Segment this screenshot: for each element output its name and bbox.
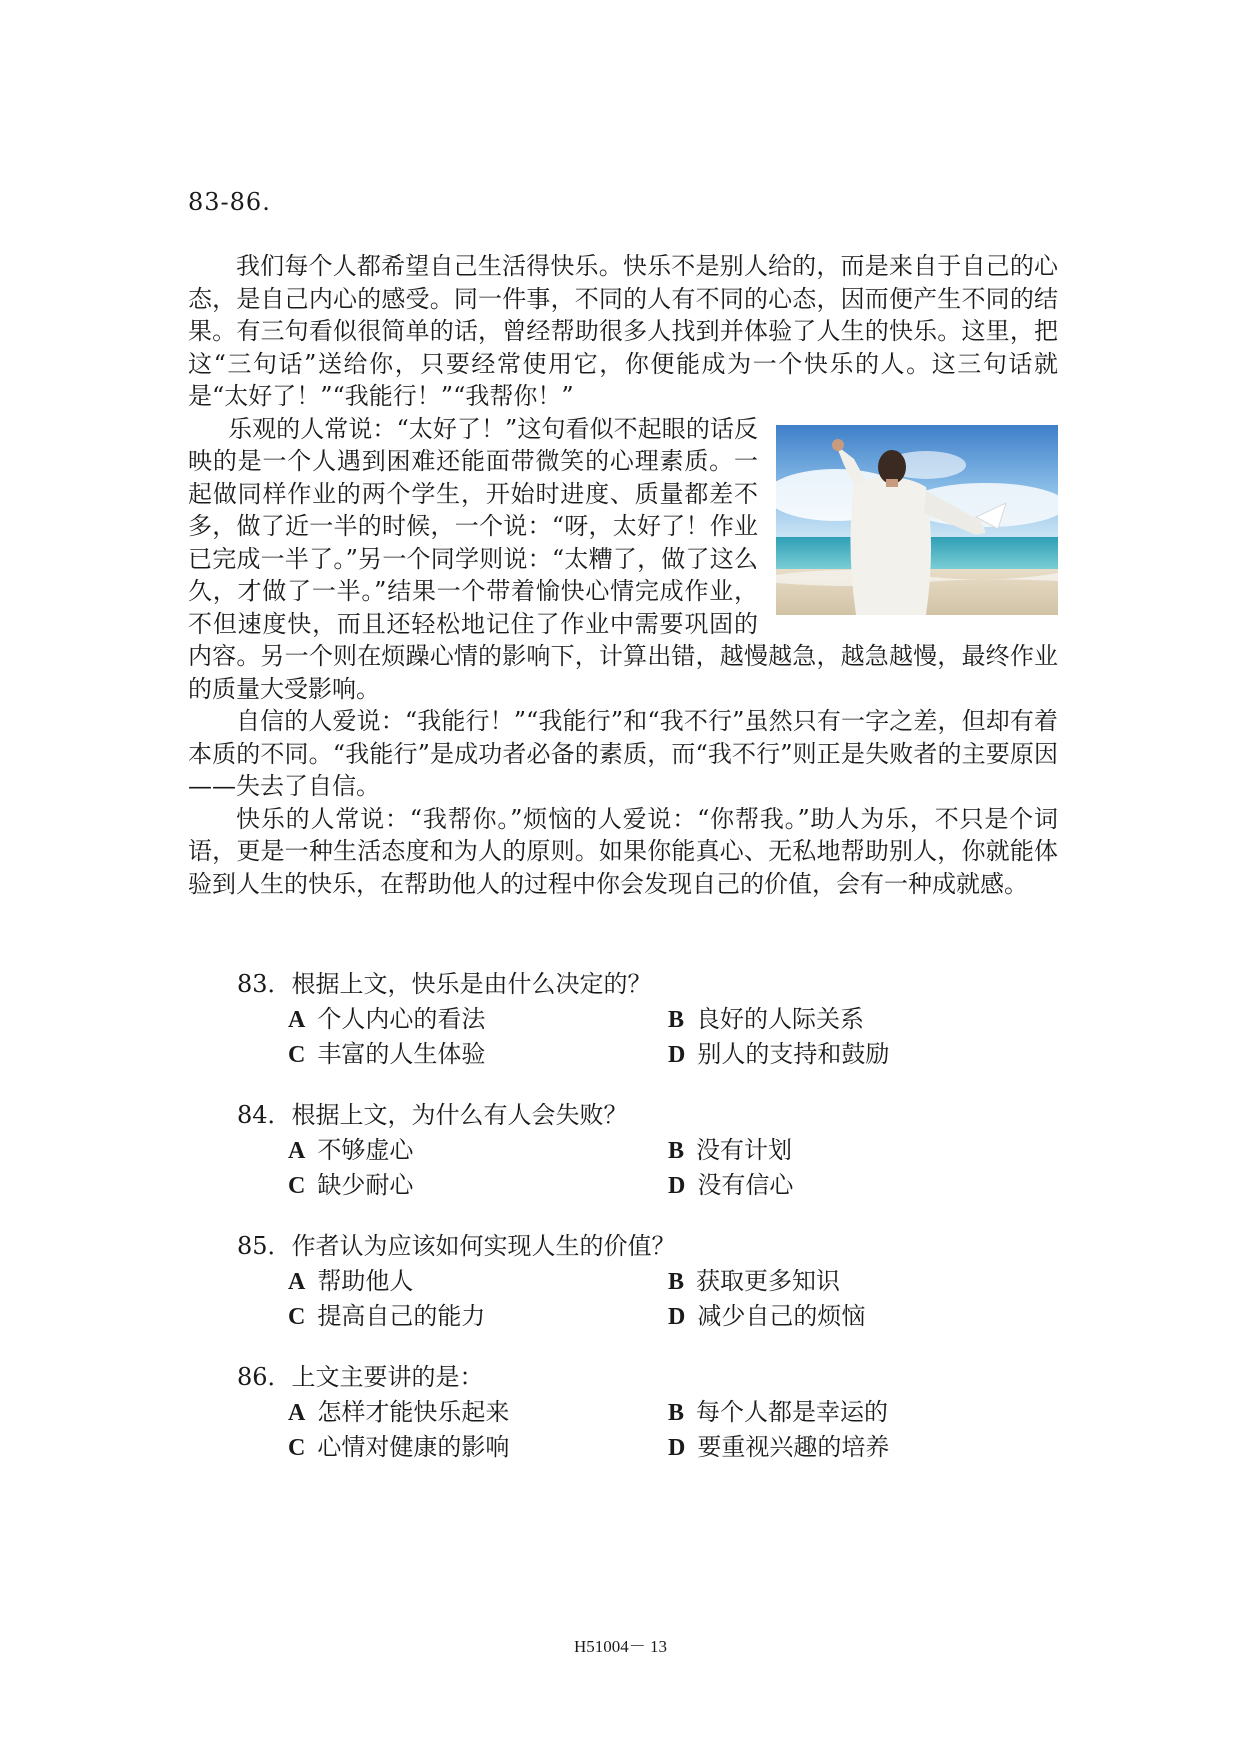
option-text: 提高自己的能力 [317,1302,486,1330]
reading-passage [188,250,1058,900]
option-letter: A [288,1269,306,1295]
option-text: 要重视兴趣的培养 [697,1433,890,1461]
option-c[interactable] [288,1299,668,1334]
option-a[interactable] [288,1133,668,1168]
option-text: 丰富的人生体验 [317,1040,486,1068]
passage-paragraph-4: 快乐的人常说：“我帮你。”烦恼的人爱说：“你帮我。”助人为乐，不只是个词语，更是一种生活态度和为人的原则。如果你能真心、无私地帮助别人，你就能体验到人生的快乐，在帮助他人的过程中你会发现自己的价值，会有一种成就感。 [188,804,1058,898]
section-heading: 83-86. [188,188,271,216]
option-text: 帮助他人 [317,1267,414,1295]
option-a[interactable] [288,1264,668,1299]
option-b[interactable] [668,1264,1048,1299]
option-a[interactable] [288,1395,668,1430]
option-letter: D [668,1042,686,1068]
question-stem: 83．根据上文，快乐是由什么决定的？ [237,970,652,998]
question-list [237,966,997,1490]
option-text: 心情对健康的影响 [317,1433,510,1461]
option-text: 缺少耐心 [317,1171,414,1199]
option-letter: D [668,1304,686,1330]
question-84 [237,1097,997,1203]
option-b[interactable] [668,1133,1048,1168]
option-letter: A [288,1138,306,1164]
option-d[interactable] [668,1168,1048,1203]
passage-paragraph-2-text: 乐观的人常说：“太好了！”这句看似不起眼的话反映的是一个人遇到困难还能面带微笑的心理素质。一起做同样作业的两个学生，开始时进度、质量都差不多，做了近一半的时候，一个说：“呀，太好了！作业已完成一半了。”另一个同学则说：“太糟了，做了这么久，才做了一半。”结果一个带着愉快心情完成作业，不但速度快，而且还轻松地记住了作业中需要巩固的内容。另一个则在烦躁心情的影响下，计算出错，越慢越急，越急越慢，最终作业的质量大受影响。 [188,414,1058,703]
passage-paragraph-2 [188,413,1058,706]
option-text: 没有计划 [696,1136,793,1164]
page-footer-code: H51004－ 13 [573,1637,668,1656]
option-letter: B [668,1007,685,1033]
question-85 [237,1228,997,1334]
option-c[interactable] [288,1168,668,1203]
option-letter: D [668,1435,686,1461]
option-letter: B [668,1269,685,1295]
option-text: 个人内心的看法 [317,1005,486,1033]
option-text: 怎样才能快乐起来 [317,1398,510,1426]
passage-paragraph-1: 我们每个人都希望自己生活得快乐。快乐不是别人给的，而是来自于自己的心态，是自己内心的感受。同一件事，不同的人有不同的心态，因而便产生不同的结果。有三句看似很简单的话，曾经帮助很多人找到并体验了人生的快乐。这里，把这“三句话”送给你，只要经常使用它，你便能成为一个快乐的人。这三句话就是“太好了！”“我能行！”“我帮你！” [188,252,1058,410]
option-text: 良好的人际关系 [696,1005,865,1033]
beach-man-photo [776,425,1058,615]
option-text: 没有信心 [697,1171,794,1199]
option-letter: A [288,1007,306,1033]
option-letter: A [288,1400,306,1426]
question-stem: 86．上文主要讲的是： [237,1363,484,1391]
option-text: 别人的支持和鼓励 [697,1040,890,1068]
option-b[interactable] [668,1002,1048,1037]
option-text: 不够虚心 [317,1136,414,1164]
option-letter: C [288,1435,306,1461]
option-d[interactable] [668,1430,1048,1465]
option-d[interactable] [668,1037,1048,1072]
question-83 [237,966,997,1072]
option-letter: C [288,1173,306,1199]
option-text: 减少自己的烦恼 [697,1302,866,1330]
option-letter: B [668,1400,685,1426]
option-letter: B [668,1138,685,1164]
option-letter: C [288,1304,306,1330]
option-c[interactable] [288,1430,668,1465]
option-a[interactable] [288,1002,668,1037]
option-d[interactable] [668,1299,1048,1334]
option-c[interactable] [288,1037,668,1072]
question-stem: 85．作者认为应该如何实现人生的价值？ [237,1232,676,1260]
question-86 [237,1359,997,1465]
option-letter: D [668,1173,686,1199]
option-text: 每个人都是幸运的 [696,1398,889,1426]
question-stem: 84．根据上文，为什么有人会失败？ [237,1101,628,1129]
option-text: 获取更多知识 [696,1267,841,1295]
option-letter: C [288,1042,306,1068]
passage-paragraph-3: 自信的人爱说：“我能行！”“我能行”和“我不行”虽然只有一字之差，但却有着本质的不同。“我能行”是成功者必备的素质，而“我不行”则正是失败者的主要原因——失去了自信。 [188,707,1058,800]
option-b[interactable] [668,1395,1048,1430]
